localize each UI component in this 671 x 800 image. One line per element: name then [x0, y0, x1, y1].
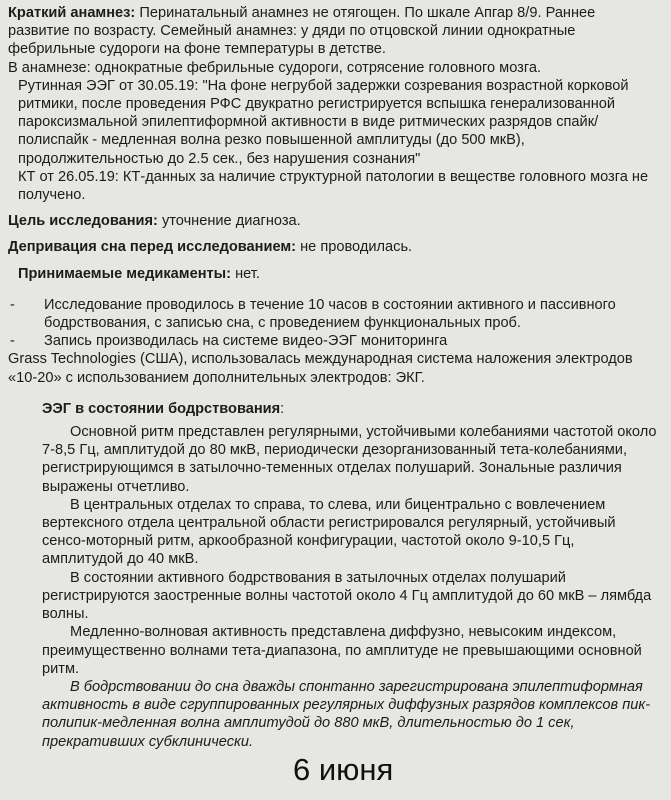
meds-label: Принимаемые медикаменты:	[18, 265, 231, 282]
bullet-text: Запись производилась на системе видео-ЭЭГ мониторинга	[44, 333, 448, 350]
deprivation-label: Депривация сна перед исследованием:	[8, 239, 297, 256]
bullet-item	[8, 296, 657, 332]
handwritten-date: 6 июня	[293, 752, 394, 787]
eeg-paragraph-lambda: В состоянии активного бодрствования в затылочных отделах полушарий регистрируются заостренные волны частотой около 4 Гц амплитудой до 60 мкВ – лямбда волны.	[42, 569, 652, 623]
meds-value: нет.	[235, 265, 260, 282]
deprivation-value: не проводилась.	[300, 239, 413, 256]
bullet-item	[8, 332, 657, 350]
bullet-dash: -	[10, 296, 15, 313]
bullet-text: Исследование проводилось в течение 10 часов в состоянии активного и пассивного бодрствования, с записью сна, с проведением функциональных проб.	[44, 296, 616, 332]
eeg-section	[8, 400, 657, 751]
anamnesis-paragraph	[8, 4, 657, 59]
eeg-heading	[42, 400, 657, 418]
meds-line	[8, 265, 657, 283]
eeg-heading-text: ЭЭГ в состоянии бодрствования	[42, 400, 281, 417]
bullet-dash: -	[10, 333, 15, 350]
eeg-paragraph-slow-wave: Медленно-волновая активность представлена диффузно, невысоким индексом, преимущественно волнами тета-диапазона, по амплитуде не превышающими основной ритм.	[42, 624, 642, 677]
eeg-paragraph-sensorimotor: В центральных отделах то справа, то слева, или бицентрально с вовлечением вертексного отдела центральной области регистрировался регулярный, устойчивый сенсо-моторный ритм, аркообразной конфигурации, частотой около 9-10,5 Гц, амплитудой до 40 мкВ.	[42, 496, 616, 568]
eeg-paragraph-main-rhythm: Основной ритм представлен регулярными, устойчивыми колебаниями частотой около 7-8,5 Гц, амплитудой до 80 мкВ, периодически дезорганизованный тета-колебаниями, регистрирующимся в затылочно-теменных отделах полушарий. Зональные различия выражены отчетливо.	[42, 424, 657, 495]
goal-label: Цель исследования:	[8, 213, 158, 230]
anamnesis-label: Краткий анамнез:	[8, 5, 136, 21]
eeg-heading-colon: :	[280, 400, 285, 417]
ct-note: КТ от 26.05.19: КТ-данных за наличие структурной патологии в веществе головного мозга не получено.	[18, 168, 649, 204]
anamnesis-history: В анамнезе: однократные фебрильные судороги, сотрясение головного мозга.	[8, 59, 542, 76]
routine-eeg-note: Рутинная ЭЭГ от 30.05.19: "На фоне негрубой задержки созревания возрастной корковой ритмики, после проведения РФС двукратно регистрируется вспышка генерализованной пароксизмальной эпилептиформной активности в виде ритмических разрядов спайк/полиспайк - медленная волна резко повышенной амплитуды (до 500 мкВ), продолжительностью до 2.5 сек., без нарушения сознания"	[18, 77, 629, 167]
anamnesis-text: Перинатальный анамнез не отягощен. По шкале Апгар 8/9. Раннее развитие по возрасту. Семейный анамнез: у дяди по отцовской линии однократные фебрильные судороги на фоне температуры в детстве.	[8, 5, 596, 58]
eeg-paragraph-epileptiform: В бодрствовании до сна дважды спонтанно зарегистрирована эпилептиформная активность в виде сгруппированных регулярных диффузных разрядов комплексов пик-полипик-медленная волна амплитудой до 880 мкВ, длительностью до 1 сек, прекративших субклинически.	[42, 678, 651, 750]
bullet-continuation: Grass Technologies (США), использовалась международная система наложения электродов «10-20» с использованием дополнительных электродов: ЭКГ.	[8, 351, 633, 386]
goal-line	[8, 212, 657, 230]
goal-value: уточнение диагноза.	[161, 213, 301, 230]
deprivation-line	[8, 238, 657, 256]
